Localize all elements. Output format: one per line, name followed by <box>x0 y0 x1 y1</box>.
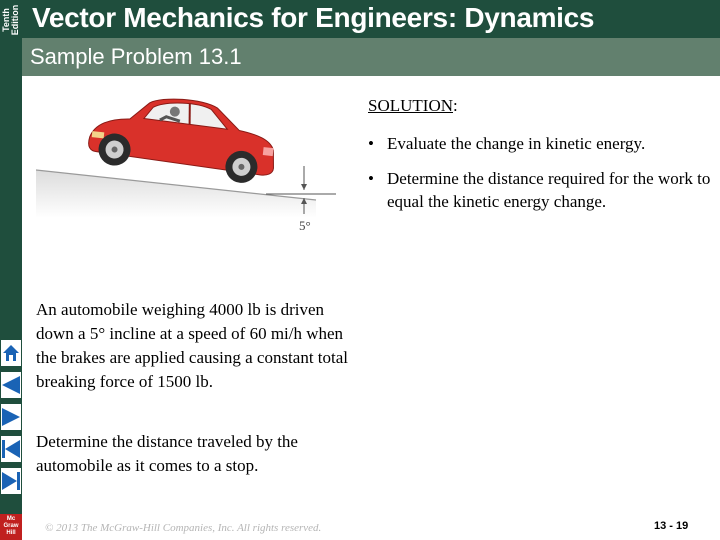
problem-question: Determine the distance traveled by the automobile as it comes to a stop. <box>36 432 298 475</box>
header-bar <box>22 0 720 38</box>
car-icon <box>86 90 280 186</box>
mcgraw-hill-logo: Mc Graw Hill <box>0 514 22 540</box>
solution-heading: SOLUTION: <box>368 96 458 115</box>
first-icon <box>1 436 21 462</box>
previous-icon <box>1 372 21 398</box>
last-slide-button[interactable] <box>1 468 21 494</box>
previous-button[interactable] <box>1 372 21 398</box>
solution-steps <box>368 132 713 225</box>
next-button[interactable] <box>1 404 21 430</box>
angle-label: 5° <box>299 218 311 233</box>
edition-label <box>0 0 22 44</box>
page-number: 13 - 19 <box>654 520 689 532</box>
home-button[interactable] <box>1 340 21 366</box>
solution-step: • Evaluate the change in kinetic energy. <box>368 134 646 153</box>
subheader-bar <box>22 38 720 76</box>
problem-statement: An automobile weighing 4000 lb is driven down a 5° incline at a speed of 60 mi/h when the brakes are applied causing a constant total breaking force of 1500 lb. <box>36 300 349 391</box>
edition-line-2: Edition <box>10 4 20 36</box>
solution-step: • Determine the distance required for the work to equal the kinetic energy change. <box>368 169 711 211</box>
copyright-notice: © 2013 The McGraw-Hill Companies, Inc. All rights reserved. <box>45 522 322 534</box>
car-incline-figure <box>36 88 356 236</box>
section-title: Sample Problem 13.1 <box>30 44 242 69</box>
next-icon <box>1 404 21 430</box>
first-slide-button[interactable] <box>1 436 21 462</box>
page-title: Vector Mechanics for Engineers: Dynamics <box>32 2 595 33</box>
last-icon <box>1 468 21 494</box>
edition-line-1: Tenth <box>1 8 11 32</box>
home-icon <box>1 340 21 366</box>
